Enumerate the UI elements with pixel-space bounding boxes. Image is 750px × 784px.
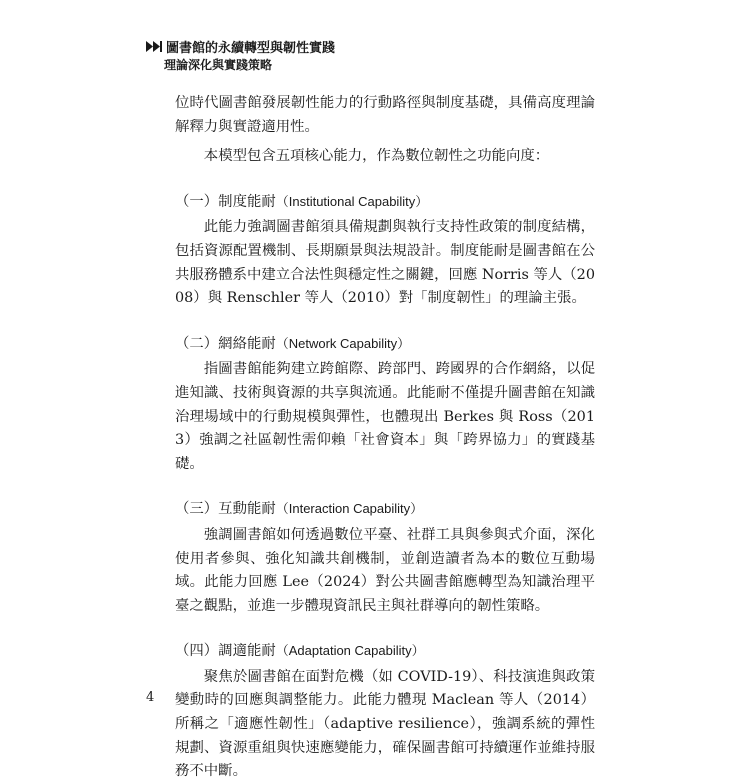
section-heading-interaction [175, 497, 595, 522]
section-heading-english: （Network Capability） [275, 335, 411, 351]
section-body-adaptation: 聚焦於圖書館在面對危機（如 COVID-19）、科技演進與政策變動時的回應與調整能力。此能力體現 Maclean 等人（2014）所稱之「適應性韌性」（adaptive resilience），強調系統的彈性規劃、資源重組與快速應變能力，確保圖書館可持續運作並維持服務不中斷。 [175, 668, 595, 780]
section-heading-network [175, 332, 595, 357]
section-body-institutional: 此能力強調圖書館須具備規劃與執行支持性政策的制度結構，包括資源配置機制、長期願景與法規設計。制度能耐是圖書館在公共服務體系中建立合法性與穩定性之關鍵，回應 Norris 等人（2008）與 Renschler 等人（2010）對「制度韌性」的理論主張。 [175, 219, 595, 307]
section-heading-prefix: （一）制度能耐 [175, 193, 276, 210]
book-title: 圖書館的永續轉型與韌性實踐 [166, 41, 336, 56]
chapter-title: 理論深化與實踐策略 [164, 58, 273, 72]
section-heading-prefix: （四）調適能耐 [175, 643, 276, 660]
section-heading-prefix: （三）互動能耐 [175, 501, 276, 518]
model-intro-paragraph: 本模型包含五項核心能力，作為數位韌性之功能向度： [203, 148, 550, 165]
section-heading-adaptation [175, 639, 595, 664]
section-heading-prefix: （二）網絡能耐 [175, 335, 276, 352]
section-heading-institutional [175, 190, 595, 215]
section-body-interaction: 強調圖書館如何透過數位平臺、社群工具與參與式介面，深化使用者參與、強化知識共創機制，並創造讀者為本的數位互動場域。此能力回應 Lee（2024）對公共圖書館應轉型為知識治理平臺之觀點，並進一步體現資訊民主與社群導向的韌性策略。 [175, 526, 595, 614]
section-heading-english: （Adaptation Capability） [275, 643, 425, 659]
page-body [175, 92, 595, 784]
page-number: 4 [146, 690, 155, 705]
section-heading-english: （Institutional Capability） [275, 193, 429, 209]
section-heading-english: （Interaction Capability） [275, 501, 424, 517]
double-triangle-forward-icon [146, 40, 162, 57]
intro-continuation-paragraph: 位時代圖書館發展韌性能力的行動路徑與制度基礎，具備高度理論解釋力與實證適用性。 [175, 95, 595, 135]
running-head-title-line [146, 40, 335, 57]
running-head [146, 40, 335, 73]
section-body-network: 指圖書館能夠建立跨館際、跨部門、跨國界的合作網絡，以促進知識、技術與資源的共享與流通。此能耐不僅提升圖書館在知識治理場域中的行動規模與彈性，也體現出 Berkes 與 Ross（2013）強調之社區韌性需仰賴「社會資本」與「跨界協力」的實踐基礎。 [175, 361, 595, 472]
